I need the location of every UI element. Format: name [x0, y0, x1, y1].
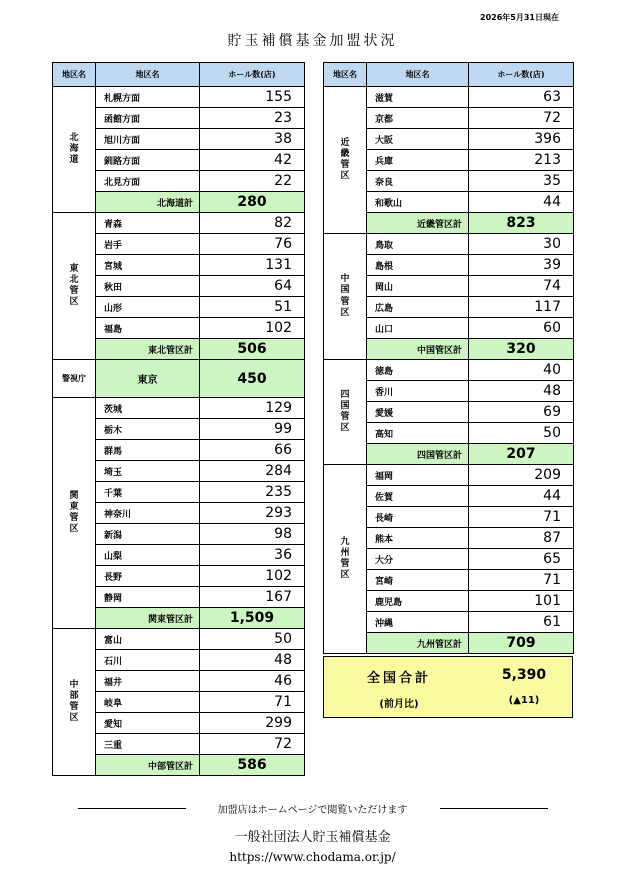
subtotal-label: 中国管区計	[367, 339, 469, 360]
national-total-label: 全国合計	[366, 671, 431, 686]
footer-note: 加盟店はホームページで閲覧いただけます	[217, 805, 408, 816]
area-name: 兵庫	[367, 150, 469, 171]
area-name: 石川	[96, 650, 200, 671]
region-char: 区	[340, 307, 350, 318]
hall-count: 38	[200, 129, 305, 150]
hall-count: 74	[469, 276, 574, 297]
region-char: 管	[69, 702, 79, 712]
hall-count: 284	[200, 461, 305, 482]
area-name: 大阪	[367, 129, 469, 150]
area-name: 徳島	[367, 360, 469, 381]
area-name: 栃木	[96, 419, 200, 440]
hall-count: 23	[200, 108, 305, 129]
area-name: 神奈川	[96, 503, 200, 524]
page-title: 貯玉補償基金加盟状況	[227, 33, 398, 49]
area-name: 福島	[96, 318, 200, 339]
subtotal-label: 九州管区計	[367, 633, 469, 654]
hall-count: 66	[200, 440, 305, 461]
hall-count: 98	[200, 524, 305, 545]
area-name: 函館方面	[96, 108, 200, 129]
region-char: 区	[340, 423, 350, 434]
subtotal-label: 中部管区計	[96, 755, 200, 776]
hall-count: 65	[469, 549, 574, 570]
table-row	[324, 465, 574, 486]
subtotal-label: 北海道計	[96, 192, 200, 213]
area-name: 釧路方面	[96, 150, 200, 171]
header-count: ホール数(店)	[469, 63, 574, 87]
table-row	[53, 398, 305, 419]
area-name: 高知	[367, 423, 469, 444]
subtotal-label: 東北管区計	[96, 339, 200, 360]
subtotal-label: 四国管区計	[367, 444, 469, 465]
subtotal-label: 近畿管区計	[367, 213, 469, 234]
hall-count: 235	[200, 482, 305, 503]
area-name: 福岡	[367, 465, 469, 486]
subtotal-count: 1,509	[200, 608, 305, 629]
hall-count: 129	[200, 398, 305, 419]
table-row	[324, 234, 574, 255]
area-name: 宮崎	[367, 570, 469, 591]
region-char: 畿	[340, 148, 350, 159]
table-row	[53, 629, 305, 650]
subtotal-count: 506	[200, 339, 305, 360]
hall-count: 69	[469, 402, 574, 423]
area-name: 長野	[96, 566, 200, 587]
hall-count: 82	[200, 213, 305, 234]
table-row	[53, 87, 305, 108]
hall-count: 87	[469, 528, 574, 549]
area-name: 旭川方面	[96, 129, 200, 150]
area-name: 千葉	[96, 482, 200, 503]
subtotal-count: 280	[200, 192, 305, 213]
table-row	[53, 360, 305, 398]
region-label: 警視庁	[53, 360, 96, 398]
subtotal-count: 709	[469, 633, 574, 654]
area-name: 鹿児島	[367, 591, 469, 612]
region-char: 管	[340, 412, 350, 422]
hall-count: 44	[469, 192, 574, 213]
region-label	[324, 234, 367, 360]
area-name: 群馬	[96, 440, 200, 461]
region-char: 区	[340, 171, 350, 182]
area-name: 愛媛	[367, 402, 469, 423]
area-name: 奈良	[367, 171, 469, 192]
hall-count: 61	[469, 612, 574, 633]
region-label	[324, 360, 367, 465]
hall-count: 293	[200, 503, 305, 524]
prev-month-label: (前月比)	[379, 699, 419, 710]
as-of-date: 2026年5月31日現在	[480, 13, 559, 22]
prev-month-change: (▲11)	[508, 695, 540, 706]
hall-count: 72	[200, 734, 305, 755]
region-char: 東	[69, 263, 79, 274]
region-char: 区	[69, 713, 79, 724]
region-char: 北	[69, 132, 79, 143]
area-name: 青森	[96, 213, 200, 234]
hall-count: 35	[469, 171, 574, 192]
header-region: 地区名	[324, 63, 367, 87]
region-char: 関	[69, 490, 79, 501]
table-row	[324, 360, 574, 381]
left-region-table	[52, 62, 305, 776]
area-name: 札幌方面	[96, 87, 200, 108]
hall-count: 36	[200, 545, 305, 566]
area-name: 京都	[367, 108, 469, 129]
region-label	[324, 465, 367, 654]
region-char: 区	[340, 570, 350, 581]
header-area: 地区名	[96, 63, 200, 87]
hall-count: 30	[469, 234, 574, 255]
region-char: 中	[69, 679, 79, 690]
region-char: 区	[69, 297, 79, 308]
area-name: 富山	[96, 629, 200, 650]
area-name: 新潟	[96, 524, 200, 545]
area-name: 三重	[96, 734, 200, 755]
area-name: 島根	[367, 255, 469, 276]
hall-count: 213	[469, 150, 574, 171]
national-total-value: 5,390	[501, 667, 547, 683]
area-name: 静岡	[96, 587, 200, 608]
hall-count: 22	[200, 171, 305, 192]
region-char: 北	[69, 274, 79, 285]
area-name: 茨城	[96, 398, 200, 419]
region-char: 九	[340, 536, 350, 547]
hall-count: 167	[200, 587, 305, 608]
hall-count: 102	[200, 318, 305, 339]
area-name: 沖縄	[367, 612, 469, 633]
area-name: 山形	[96, 297, 200, 318]
area-name: 鳥取	[367, 234, 469, 255]
area-name: 香川	[367, 381, 469, 402]
hall-count: 71	[200, 692, 305, 713]
region-char: 管	[69, 513, 79, 523]
hall-count: 209	[469, 465, 574, 486]
area-name: 熊本	[367, 528, 469, 549]
hall-count: 99	[200, 419, 305, 440]
footer-url[interactable]: https://www.chodama.or.jp/	[229, 850, 396, 864]
region-char: 部	[69, 690, 79, 701]
hall-count: 50	[469, 423, 574, 444]
subtotal-count: 207	[469, 444, 574, 465]
region-char: 国	[340, 285, 350, 296]
area-name: 佐賀	[367, 486, 469, 507]
region-char: 区	[69, 524, 79, 535]
hall-count: 44	[469, 486, 574, 507]
region-label	[53, 629, 96, 776]
area-name: 岩手	[96, 234, 200, 255]
region-char: 四	[340, 389, 350, 400]
area-name: 宮城	[96, 255, 200, 276]
subtotal-count: 823	[469, 213, 574, 234]
area-name: 広島	[367, 297, 469, 318]
area-name: 福井	[96, 671, 200, 692]
area-name: 滋賀	[367, 87, 469, 108]
region-char: 管	[340, 559, 350, 569]
subtotal-label: 関東管区計	[96, 608, 200, 629]
region-char: 東	[69, 501, 79, 512]
hall-count: 71	[469, 507, 574, 528]
area-name: 和歌山	[367, 192, 469, 213]
region-char: 近	[340, 137, 350, 148]
area-name: 山口	[367, 318, 469, 339]
header-area: 地区名	[367, 63, 469, 87]
area-name: 岡山	[367, 276, 469, 297]
hall-count: 102	[200, 566, 305, 587]
hall-count: 39	[469, 255, 574, 276]
hall-count: 64	[200, 276, 305, 297]
hall-count: 48	[469, 381, 574, 402]
table-row	[324, 87, 574, 108]
header-region: 地区名	[53, 63, 96, 87]
region-char: 国	[340, 400, 350, 411]
hall-count: 117	[469, 297, 574, 318]
area-name: 大分	[367, 549, 469, 570]
region-char: 州	[340, 547, 350, 558]
region-label	[53, 213, 96, 360]
region-label	[53, 87, 96, 213]
hall-count: 63	[469, 87, 574, 108]
hall-count: 40	[469, 360, 574, 381]
hall-count: 71	[469, 570, 574, 591]
region-char: 管	[340, 160, 350, 170]
subtotal-count: 320	[469, 339, 574, 360]
area-name: 北見方面	[96, 171, 200, 192]
area-name: 愛知	[96, 713, 200, 734]
hall-count: 48	[200, 650, 305, 671]
region-char: 道	[69, 155, 79, 166]
hall-count: 46	[200, 671, 305, 692]
hall-count: 155	[200, 87, 305, 108]
region-char: 中	[340, 274, 350, 284]
hall-count: 51	[200, 297, 305, 318]
region-char: 海	[69, 143, 79, 154]
area-name: 長崎	[367, 507, 469, 528]
region-char: 管	[69, 286, 79, 296]
national-total-box	[323, 656, 573, 718]
right-region-table	[323, 62, 574, 654]
area-name: 秋田	[96, 276, 200, 297]
region-label	[324, 87, 367, 234]
header-count: ホール数(店)	[200, 63, 305, 87]
area-name: 東京	[96, 360, 200, 398]
table-row	[53, 213, 305, 234]
footer-organization: 一般社団法人貯玉補償基金	[234, 830, 391, 845]
region-char: 管	[340, 296, 350, 307]
area-name: 埼玉	[96, 461, 200, 482]
area-name: 岐阜	[96, 692, 200, 713]
hall-count: 131	[200, 255, 305, 276]
region-label	[53, 398, 96, 629]
hall-count: 299	[200, 713, 305, 734]
hall-count: 72	[469, 108, 574, 129]
area-name: 山梨	[96, 545, 200, 566]
hall-count: 396	[469, 129, 574, 150]
hall-count: 42	[200, 150, 305, 171]
hall-count: 450	[200, 360, 305, 398]
hall-count: 60	[469, 318, 574, 339]
subtotal-count: 586	[200, 755, 305, 776]
hall-count: 50	[200, 629, 305, 650]
hall-count: 101	[469, 591, 574, 612]
hall-count: 76	[200, 234, 305, 255]
